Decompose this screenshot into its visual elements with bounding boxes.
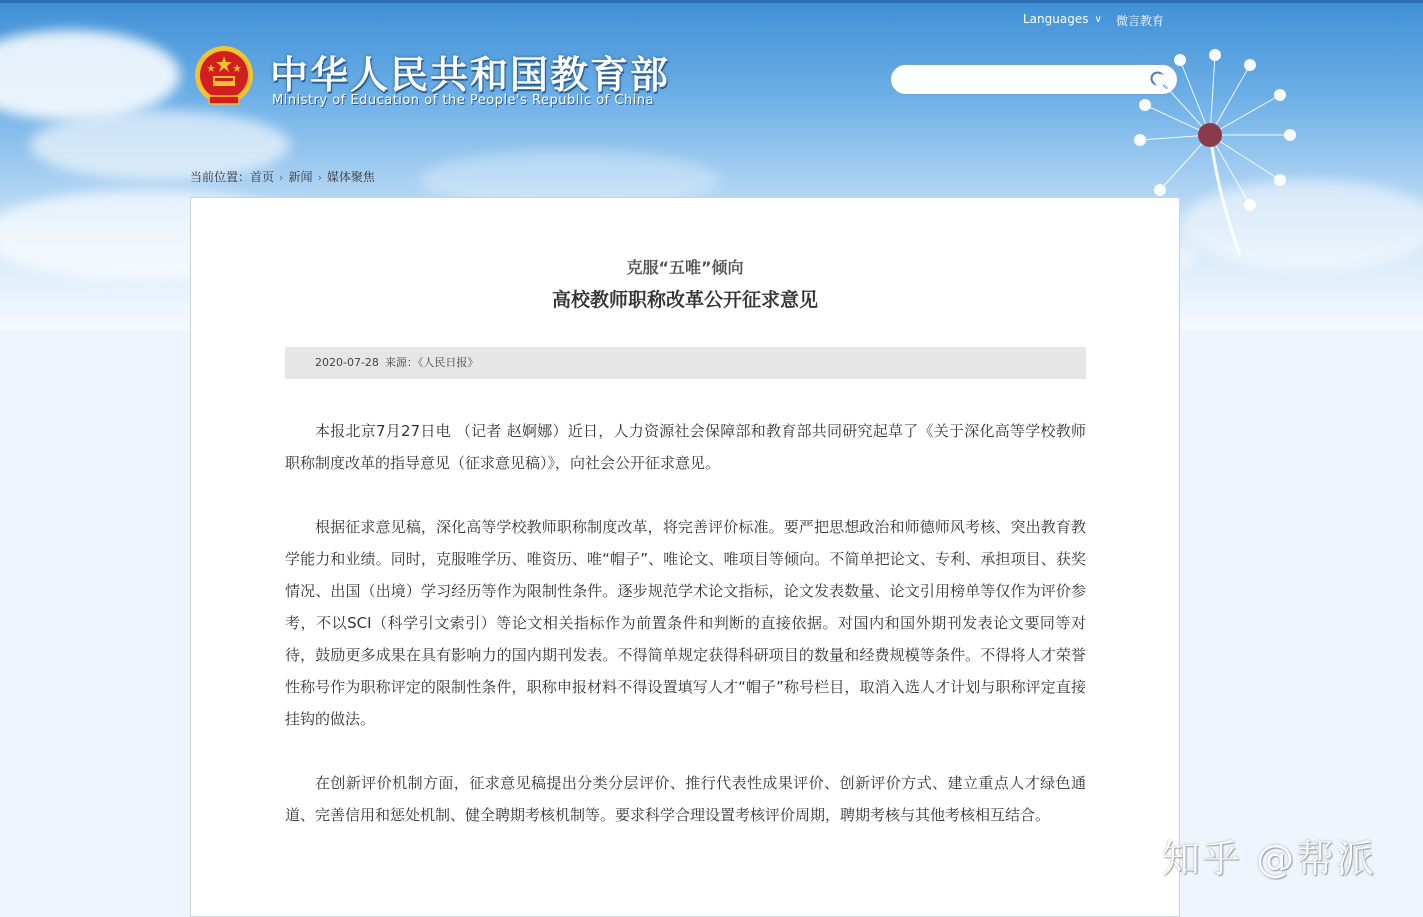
breadcrumb-prefix: 当前位置： — [190, 170, 251, 184]
article-paragraph: 根据征求意见稿，深化高等学校教师职称制度改革，将完善评价标准。要严把思想政治和师德师风考核、突出教育教学能力和业绩。同时，克服唯学历、唯资历、唯“帽子”、唯论文、唯项目等倾向。不简单把论文、专利、承担项目、获奖情况、出国（出境）学习经历等作为限制性条件。逐步规范学术论文指标，论文发表数量、论文引用榜单等仅作为评价参考，不以SCI（科学引文索引）等论文相关指标作为前置条件和判断的直接依据。对国内和国外期刊发表论文要同等对待，鼓励更多成果在具有影响力的国内期刊发表。不得简单规定获得科研项目的数量和经费规模等条件。不得将人才荣誉性称号作为职称评定的限制性条件，职称申报材料不得设置填写人才“帽子”称号栏目，取消入选人才计划与职称评定直接挂钩的做法。 — [285, 518, 1086, 728]
languages-label: Languages — [1023, 12, 1089, 26]
breadcrumb-media-focus[interactable]: 媒体聚焦 — [326, 170, 375, 184]
search-input[interactable] — [903, 69, 1147, 92]
weiyan-link[interactable]: 微言教育 — [1116, 14, 1165, 28]
cloud-decoration — [0, 30, 180, 120]
emblem-icon — [193, 44, 255, 108]
site-title: 中华人民共和国教育部 — [270, 53, 671, 97]
top-border — [0, 0, 1423, 3]
article-paragraph: 本报北京7月27日电 （记者 赵婀娜）近日，人力资源社会保障部和教育部共同研究起草了《关于深化高等学校教师职称制度改革的指导意见（征求意见稿）》，向社会公开征求意见。 — [285, 422, 1086, 472]
article-paragraph: 在创新评价机制方面，征求意见稿提出分类分层评价、推行代表性成果评价、创新评价方式、建立重点人才绿色通道、完善信用和惩处机制、健全聘期考核机制等。要求科学合理设置考核评价周期，聘期考核与其他考核相互结合。 — [285, 774, 1086, 824]
watermark: 知乎 @帮派 — [1162, 837, 1377, 881]
article-card — [190, 197, 1180, 917]
article-meta-bar — [285, 347, 1086, 379]
breadcrumb-home[interactable]: 首页 — [250, 170, 275, 184]
site-subtitle: Ministry of Education of the People's Republic of China — [272, 93, 655, 108]
breadcrumb-chevron-icon: › — [279, 171, 284, 184]
article-date: 2020-07-28 — [315, 356, 379, 369]
article-title: 高校教师职称改革公开征求意见 — [551, 289, 818, 311]
article-source: 来源：《人民日报》 — [384, 356, 479, 369]
breadcrumb-chevron-icon: › — [317, 171, 322, 184]
languages-dropdown[interactable] — [1023, 12, 1102, 26]
breadcrumb — [190, 168, 375, 185]
article-kicker: 克服“五唯”倾向 — [626, 258, 744, 277]
breadcrumb-news[interactable]: 新闻 — [288, 170, 313, 184]
article-body — [285, 415, 1086, 863]
chevron-down-icon: ∨ — [1094, 14, 1102, 25]
